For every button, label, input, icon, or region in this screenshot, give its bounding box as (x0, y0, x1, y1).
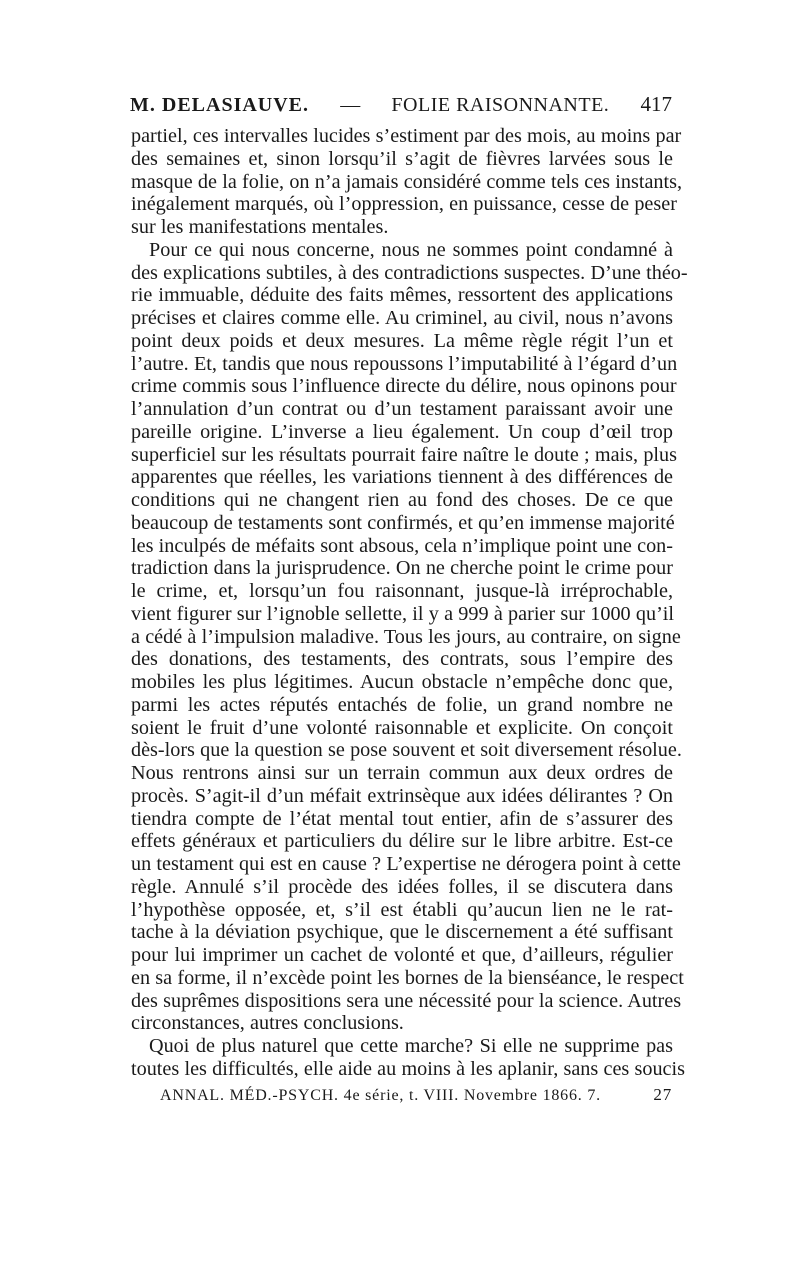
text-line: pareille origine. L’inverse a lieu également. Un coup d’œil trop (131, 420, 673, 443)
running-head-author: M. DELASIAUVE. (130, 94, 310, 116)
text-line: dès-lors que la question se pose souvent et soit diversement résolue. (131, 739, 682, 762)
text-line: partiel, ces intervalles lucides s’estiment par des mois, au moins par (131, 125, 682, 147)
text-line: des semaines et, sinon lorsqu’il s’agit de fièvres larvées sous le (131, 147, 673, 170)
text-line: toutes les difficultés, elle aide au moins à les aplanir, sans ces soucis (131, 1057, 685, 1080)
text-line: en sa forme, il n’excède point les bornes de la bienséance, le respect (131, 966, 684, 989)
text-line: l’hypothèse opposée, et, s’il est établi qu’aucun lien ne le rat- (131, 898, 673, 921)
page-footer (160, 1085, 672, 1109)
text-line: tradiction dans la jurisprudence. On ne cherche point le crime pour (131, 557, 673, 580)
text-line: des donations, des testaments, des contrats, sous l’empire des (131, 648, 673, 671)
text-line: l’annulation d’un contrat ou d’un testament paraissant avoir une (131, 398, 673, 420)
text-line: tiendra compte de l’état mental tout entier, afin de s’assurer des (131, 807, 673, 830)
text-line: conditions qui ne changent rien au fond des choses. De ce que (131, 489, 673, 511)
text-line: apparentes que réelles, les variations tiennent à des différences de (131, 466, 673, 489)
signature-mark: 27 (653, 1085, 672, 1104)
running-head (130, 92, 672, 120)
text-line: circonstances, autres conclusions. (131, 1012, 404, 1035)
text-line: pour lui imprimer un cachet de volonté et que, d’ailleurs, régulier (131, 944, 673, 966)
text-line: règle. Annulé s’il procède des idées folles, il se discutera dans (131, 875, 673, 898)
text-line: parmi les actes réputés entachés de folie, un grand nombre ne (131, 693, 673, 716)
text-line: effets généraux et particuliers du délire sur le libre arbitre. Est-ce (131, 830, 673, 853)
text-line: a cédé à l’impulsion maladive. Tous les jours, au contraire, on signe (131, 625, 681, 648)
text-line: rie immuable, déduite des faits mêmes, ressortent des applications (131, 284, 673, 307)
text-line: Pour ce qui nous concerne, nous ne sommes point condamné à (149, 238, 673, 261)
text-line: vient figurer sur l’ignoble sellette, il y a 999 à parier sur 1000 qu’il (131, 602, 675, 625)
text-line: précises et claires comme elle. Au criminel, au civil, nous n’avons (131, 307, 673, 329)
text-line: crime commis sous l’influence directe du délire, nous opinons pour (131, 375, 677, 398)
text-line: des suprêmes dispositions sera une nécessité pour la science. Autres (131, 989, 682, 1012)
text-line: inégalement marqués, où l’oppression, en puissance, cesse de peser (131, 193, 677, 216)
text-line: tache à la déviation psychique, que le discernement a été suffisant (131, 921, 673, 944)
text-line: des explications subtiles, à des contradictions suspectes. D’une théo- (131, 261, 688, 284)
text-line: soient le fruit d’une volonté raisonnable et explicite. On conçoit (131, 716, 673, 739)
running-head-title: FOLIE RAISONNANTE. (391, 94, 610, 116)
text-line: procès. S’agit-il d’un méfait extrinsèque aux idées délirantes ? On (131, 784, 673, 807)
journal-citation: ANNAL. MÉD.-PSYCH. 4e série, t. VIII. Novembre 1866. 7. (160, 1087, 601, 1104)
text-line: les inculpés de méfaits sont absous, cela n’implique point une con- (131, 534, 673, 557)
text-line: le crime, et, lorsqu’un fou raisonnant, jusque-là irréprochable, (131, 580, 673, 602)
text-line: sur les manifestations mentales. (131, 216, 389, 238)
text-line: mobiles les plus légitimes. Aucun obstacle n’empêche donc que, (131, 671, 673, 693)
text-line: un testament qui est en cause ? L’expertise ne dérogera point à cette (131, 853, 681, 875)
text-line: beaucoup de testaments sont confirmés, et qu’en immense majorité (131, 511, 675, 534)
page-number: 417 (640, 92, 672, 116)
text-line: point deux poids et deux mesures. La même règle régit l’un et (131, 329, 673, 352)
body-text (131, 125, 688, 1081)
running-head-dash: — (340, 94, 361, 116)
text-line: Nous rentrons ainsi sur un terrain commun aux deux ordres de (131, 762, 673, 784)
text-line: Quoi de plus naturel que cette marche? Si elle ne supprime pas (149, 1035, 673, 1057)
text-line: masque de la folie, on n’a jamais considéré comme tels ces instants, (131, 170, 683, 193)
text-line: superficiel sur les résultats pourrait faire naître le doute ; mais, plus (131, 443, 677, 466)
text-line: l’autre. Et, tandis que nous repoussons l’imputabilité à l’égard d’un (131, 352, 678, 375)
